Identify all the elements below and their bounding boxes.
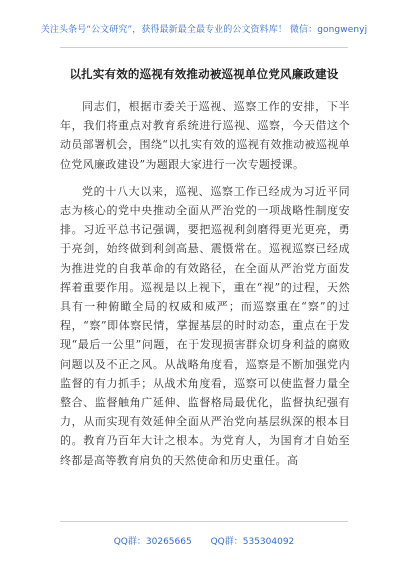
document-title: 以扎实有效的巡视有效推动被巡视单位党风廉政建设 bbox=[69, 67, 339, 81]
footer bbox=[0, 534, 408, 547]
header-banner: 关注头条号“公文研究”，获得最新最全最专业的公文资料库！ 微信：gongwenyj bbox=[40, 25, 368, 35]
footer-qq-group-2: QQ群：535304092 bbox=[210, 537, 295, 547]
paragraph-1: 同志们，根据市委关于巡视、巡察工作的安排，下半年，我们将重点对教育系统进行巡视、巡察，今天借这个动员部署机会，围绕“以扎实有效的巡视有效推动被巡视单位党风廉政建设”为题跟大家进行一次专题授课。 bbox=[60, 100, 350, 171]
footer-divider bbox=[60, 521, 348, 522]
footer-qq-group-1: QQ群：30265665 bbox=[113, 537, 192, 547]
header-divider bbox=[60, 47, 348, 48]
document-body bbox=[60, 97, 350, 478]
paragraph-2: 党的十八大以来，巡视、巡察工作已经成为习近平同志为核心的党中央推动全面从严治党的一项战略性制度安排。习近平总书记强调，要把巡视利剑磨得更光更亮，勇于亮剑，始终做到利剑高悬、震慑常在。巡视巡察已经成为推进党的自我革命的有效路径，在全面从严治党方面发挥着重要作用。巡视是以上视下，重在“视”的过程，天然具有一种俯瞰全局的权威和威严；而巡察重在“察”的过程，“察”即体察民情，掌握基层的时时动态，重点在于发现“最后一公里”问题，在于发现损害群众切身利益的腐败问题以及不正之风。从战略角度看，巡察是不断加强党内监督的有力抓手；从战术角度看，巡察可以使监督力量全整合、监督触角广延伸、监督格局最优化，监督执纪强有力，从而实现有效延伸全面从严治党向基层纵深的根本目的。教育乃百年大计之根本。为党育人，为国育才自始至终都是高等教育肩负的天然使命和历史重任。高 bbox=[60, 184, 350, 467]
